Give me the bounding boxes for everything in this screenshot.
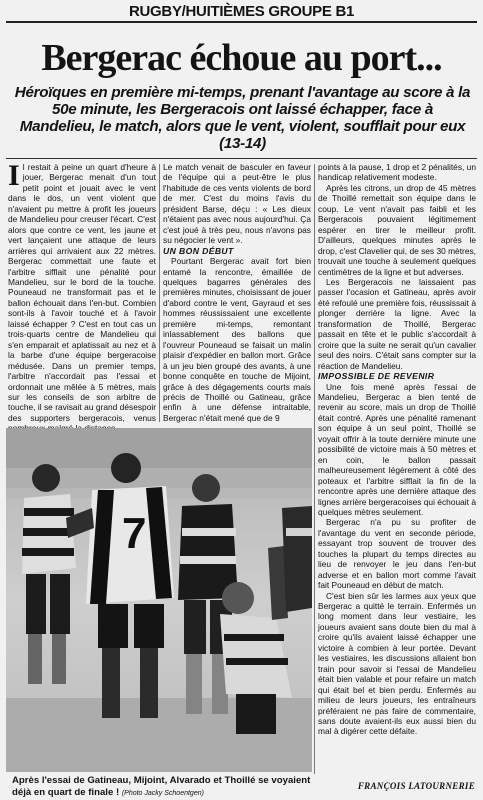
match-photo xyxy=(6,428,312,772)
column-2-paragraph: Le match venait de basculer en faveur de l'équipe qui a peut-être le plus l'habitude de ces vents violents de bord de mer. C'est du moins l'avis du président Barse, déçu : « Les dieux n'étaient pas avec nous aujourd'hui. Ça c'est joué à très peu, nous n'avons pas su négocier le vent ». xyxy=(163,162,311,246)
column-3-paragraph: Après les citrons, un drop de 45 mètres de Thoillé remettait son équipe dans le coup. Le vent n'avait pas faibli et les Bergeracois pouvaient légitimement espérer en tirer le meilleur profit. D'ailleurs, quelques minutes après le drop, c'est Clavelier qui, de ses 30 mètres, trouvait une touche à seulement quelques centimètres de la ligne et but adverses. xyxy=(318,182,477,277)
jersey-number: 7 xyxy=(122,509,147,558)
column-3-paragraph: C'est bien sûr les larmes aux yeux que Bergerac a quitté le terrain. Enfermés un long moment dans leur vestiaire, les joueurs avaient sans doute bien du mal à croire qu'ils avaient laissé échapper une victoire à combien à leur portée. Devant les vestiaires, les discussions allaient bon train pour savoir si l'essai de Mandelieu était bien valable et pour refaire un match qui était bel et bien perdu. Enfermés au milieu de leurs joueurs, les entraîneurs préféraient ne pas faire de commentaire, sans doute avaient-ils eux aussi bien du mal à digérer cette défaite. xyxy=(318,590,476,737)
column-divider xyxy=(159,164,160,422)
article-column-3 xyxy=(318,162,476,776)
section-rubric: RUGBY/HUITIÈMES GROUPE B1 xyxy=(128,3,355,20)
deck-divider xyxy=(6,158,477,159)
author-byline: FRANÇOIS LATOURNERIE xyxy=(357,781,475,791)
rubric-underline xyxy=(6,21,477,23)
article-column-2 xyxy=(163,162,311,424)
column-2-paragraph: Pourtant Bergerac avait fort bien entamé la rencontre, émaillée de quelques bagarres générales des premières minutes, choisissant de jouer d'abord contre le vent, Gayraud et ses hommes réussissaient une excellente première mi-temps, remontant inlassablement des ballons que l'ouvreur Pouneaud se faisait un malin plaisir d'expédier en ballon mort. Grâce à un jeu bien groupé des avants, à une bonne conquête en touche de Mijoint, grâce à des dégagements courts mais précis de Thoillé ou Gatineau, grâce enfin à une défense intraitable, Bergerac n'était mené que de 9 xyxy=(163,256,311,423)
subhead-impossible-de-revenir: IMPOSSIBLE DE REVENIR xyxy=(318,371,435,382)
photo-credit: (Photo Jacky Schoentgen) xyxy=(121,789,204,797)
column-3-paragraph: Une fois mené après l'essai de Mandelieu, Bergerac a bien tenté de revenir au score, mais un drop de Thoillé était contré. Après une pénalité ramenant son équipe à un seul point, Thoillé se voyait offrir à la toute dernière minute une possibilité de victoire mais à 50 mètres et en coin, le ballon passait malheureusement légèrement à côté des poteaux et l'arbitre sifflait la fin de la rencontre après une dernière attaque des lignes arrière bergeracoises qui échouait à quelques mètres seulement. xyxy=(318,381,476,517)
column-3-paragraph: Bergerac n'a pu su profiter de l'avantage du vent en seconde période, essayant trop souvent de trouver des touches la plupart du temps directes au lieu de renvoyer le jeu dans l'en-but adverse et en ballon mort comme l'avait fait Pouneaud en début de match. xyxy=(318,517,476,591)
deck-intro: Héroïques en première mi-temps, prenant l'avantage au score à la 50e minute, les Bergeracois ont laissé échapper, face à Mandelieu, le match, alors que le vent, violent, soufflait pour eux (13-14) xyxy=(14,84,471,152)
article-column-1 xyxy=(8,159,156,424)
headline: Bergerac échoue au port... xyxy=(41,37,442,79)
drop-cap: I xyxy=(8,159,20,192)
column-1-paragraph: Il restait à peine un quart d'heure à jouer, Bergerac menait d'un tout petit point et jouait avec le vent dans le dos, un vent violent que n'avaient pu mettre à profit les joueurs de Mandelieu pour creuser l'écart. C'est alors que contre ce vent, les jaune et vert lançaient une attaque de leurs arrières qui arrivaient aux 22 mètres. Bergerac commettait une faute et l'arbitre sifflait une pénalité pour Mandelieu, sur le bord de la touche. Pouneaud ne transformait pas et le ballon échouait dans l'en-but. Combien sont-ils à l'avoir touché et à l'avoir laissé échapper ? C'est en tout cas un trois-quarts centre de Mandelieu qui s'en emparait et aplatissait au nez et à la barbe d'une équipe bergeracoise médusée. Dans un premier temps, l'arbitre n'accordait pas l'essai et ordonnait une mêlée à 5 mètres, mais sur les conseils de son arbitre de touche, il se ravisait au grand désespoir des supporters bergeracois, venus xyxy=(8,159,156,423)
caption-text: Après l'essai de Gatineau, Mijoint, Alvarado et Thoillé se voyaient déjà en quart de finale ! xyxy=(12,775,311,798)
rugby-players-illustration xyxy=(6,428,312,772)
column-3-paragraph: Les Bergeracois ne laissaient pas passer l'ocasion et Gatineau, après avoir été refoulé une première fois, réussissait à plonger derrière la ligne. Avec la transformation de Thoillé, Bergerac passait en tête et le public s'accordait à croire que la suite ne serait qu'un cavalier seul des noirs. C'était sans compter sur la réaction de Mandelieu. xyxy=(318,276,476,371)
column-3-paragraph: points à la pause, 1 drop et 2 pénalités, un handicap relativement modeste. xyxy=(318,162,476,183)
column-divider xyxy=(314,164,315,774)
photo-caption xyxy=(12,775,312,799)
subhead-un-bon-debut: UN BON DÉBUT xyxy=(163,245,234,256)
